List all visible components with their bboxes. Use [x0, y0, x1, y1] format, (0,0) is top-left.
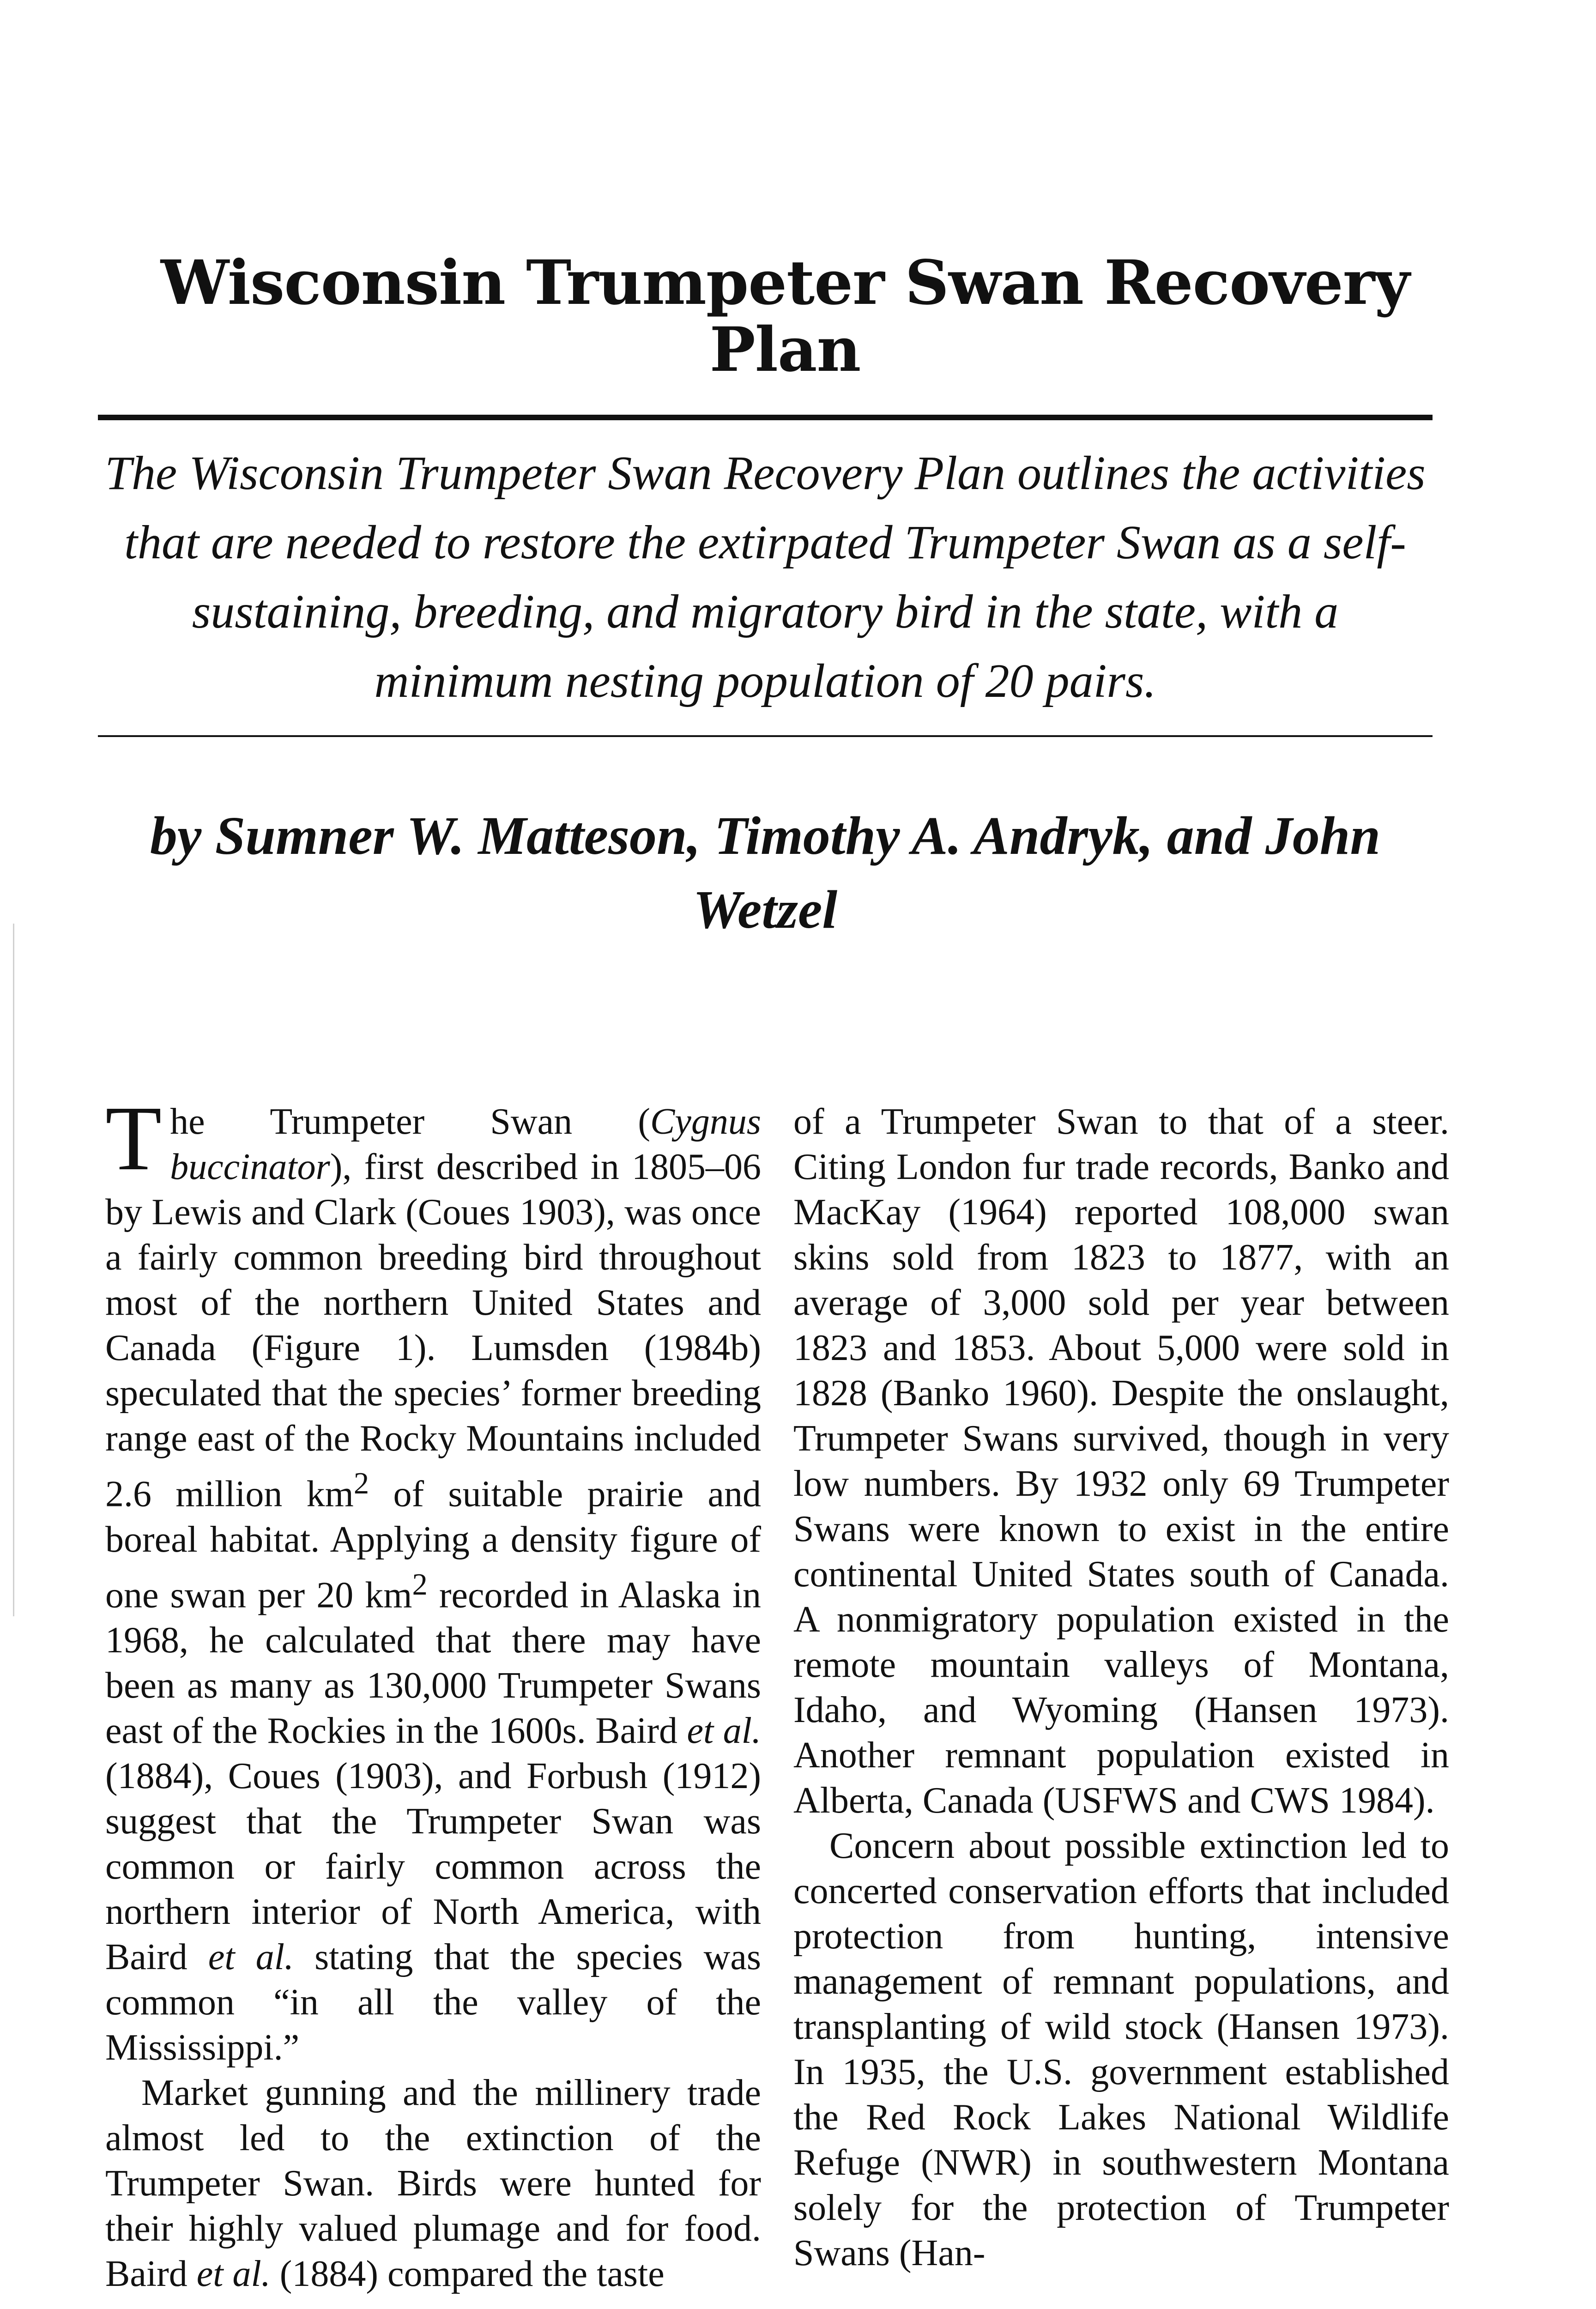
- species-name: Cygnus buccinator: [170, 1101, 761, 1187]
- author-byline: by Sumner W. Matteson, Timothy A. Andryk, and John Wetzel: [150, 805, 1381, 940]
- article-title: Wisconsin Trumpeter Swan Recovery Plan: [160, 247, 1410, 386]
- scan-gutter-shadow: [13, 924, 14, 1616]
- drop-cap: T: [105, 1088, 162, 1190]
- text-run: of suitable prairie and boreal habitat. Applying a density figure of one swan per 20 km: [105, 1474, 761, 1616]
- superscript: 2: [412, 1567, 428, 1602]
- text-run: recorded in Alaska in 1968, he calculated that there may have been as many as 130,000 Trumpeter Swans east of the Rockies in the 1600s. Baird: [105, 1575, 761, 1752]
- et-al: et al.: [196, 2254, 271, 2295]
- text-run: ), first described in 1805–06 by Lewis and Clark (Coues 1903), was once a fairly common breeding bird throughout most of the northern United States and Canada (Figure 1). Lumsden (1984b) speculated that the species’ former breeding range east of the Rocky Mountains included 2.6 million km: [105, 1147, 761, 1515]
- body-column-left: [105, 1088, 762, 2297]
- text-run: (1884), Coues (1903), and Forbush (1912) suggest that the Trumpeter Swan was common or fairly common across the northern interior of North America, with Baird: [105, 1756, 761, 1978]
- text-run: he Trumpeter Swan (: [170, 1101, 650, 1142]
- body-paragraph: Concern about possible extinction led to concerted conservation efforts that included protection from hunting, intensive management of remnant populations, and transplanting of wild stock (Hansen 1973). In 1935, the U.S. government established the Red Rock Lakes National Wildlife Refuge (NWR) in southwestern Montana solely for the protection of Trumpeter Swans (Han-: [793, 1825, 1449, 2273]
- body-paragraph: [105, 2070, 761, 2297]
- text-run: (1884) compared the taste: [270, 2254, 665, 2295]
- et-al: et al.: [687, 1711, 762, 1752]
- et-al: et al.: [208, 1937, 294, 1978]
- text-run: stating that the species was common “in all the valley of the Mississippi.”: [105, 1937, 762, 2068]
- body-column-right: [793, 1099, 1449, 2276]
- article-abstract: The Wisconsin Trumpeter Swan Recovery Plan outlines the activities that are needed to restore the extirpated Trumpeter Swan as a self-sustaining, breeding, and migratory bird in the state, with a minimum nesting population of 20 pairs.: [105, 447, 1426, 707]
- text-run: Market gunning and the millinery trade almost led to the extinction of the Trumpeter Swan. Birds were hunted for their highly valued plumage and for food. Baird: [105, 2073, 761, 2295]
- superscript: 2: [353, 1467, 369, 1500]
- body-paragraph: of a Trumpeter Swan to that of a steer. Citing London fur trade records, Banko and MacKay (1964) reported 108,000 swan skins sold from 1823 to 1877, with an average of 3,000 sold per year between 1823 and 1853. About 5,000 were sold in 1828 (Banko 1960). Despite the onslaught, Trumpeter Swans survived, though in very low numbers. By 1932 only 69 Trumpeter Swans were known to exist in the entire continental United States south of Canada. A nonmigratory population existed in the remote mountain valleys of Montana, Idaho, and Wyoming (Hansen 1973). Another remnant population existed in Alberta, Canada (USFWS and CWS 1984).: [793, 1101, 1449, 1821]
- abstract-rule: [98, 735, 1433, 737]
- title-rule: [98, 415, 1433, 420]
- body-paragraph: [105, 1088, 762, 2070]
